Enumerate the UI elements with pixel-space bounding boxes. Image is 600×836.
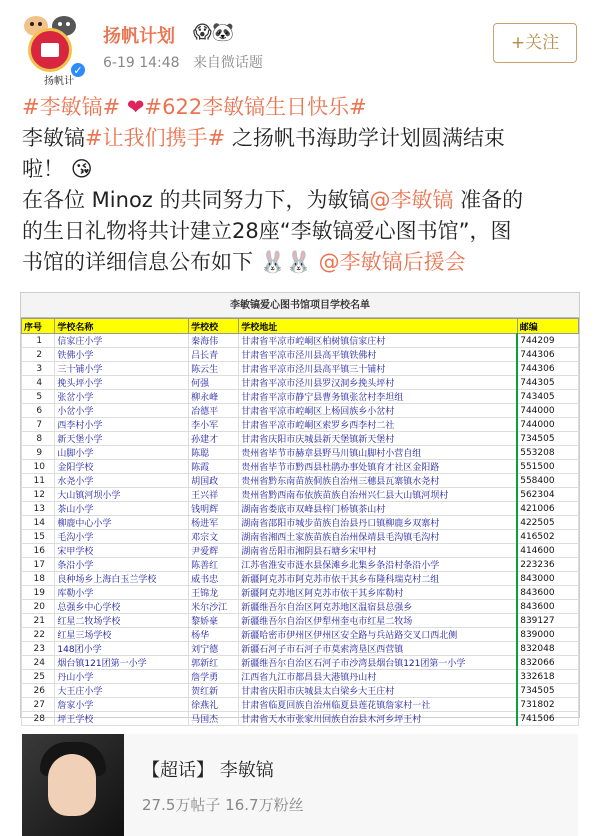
table-cell: 贺红新 (189, 684, 239, 698)
user-name[interactable]: 扬帆计划 (103, 26, 175, 47)
table-cell: 贵州省毕节市黔西县杜鹃办事处镇育才社区金阳路 (239, 460, 518, 474)
table-cell: 威书忠 (189, 572, 239, 586)
table-cell: 湖南省岳阳市湘阴县石塘乡宋甲村 (239, 544, 518, 558)
table-row (22, 656, 579, 670)
table-cell: 新天堡小学 (55, 432, 189, 446)
table-cell: 杨进军 (189, 516, 239, 530)
table-row (22, 376, 579, 390)
table-cell: 柳鹿中心小学 (55, 516, 189, 530)
table-cell: 7 (22, 418, 55, 432)
table-cell: 吕长青 (189, 348, 239, 362)
table-cell: 17 (22, 558, 55, 572)
table-cell: 832048 (517, 642, 578, 656)
table-cell: 20 (22, 600, 55, 614)
table-cell: 甘肃省天水市张家川回族自治县木河乡坪王村 (239, 712, 518, 726)
table-cell: 5 (22, 390, 55, 404)
table-cell: 茶山小学 (55, 502, 189, 516)
table-cell: 甘肃省庆阳市庆城县太白梁乡大王庄村 (239, 684, 518, 698)
emoji-icons: 😱🐼 (193, 22, 235, 43)
table-row (22, 348, 579, 362)
verified-icon: ✓ (70, 62, 86, 78)
table-cell: 湖南省湘西土家族苗族自治州保靖县毛沟镇毛沟村 (239, 530, 518, 544)
table-cell: 839127 (517, 614, 578, 628)
table-cell: 陈善红 (189, 558, 239, 572)
table-cell: 734505 (517, 432, 578, 446)
table-row (22, 474, 579, 488)
table-cell: 731802 (517, 698, 578, 712)
table-cell: 小岔小学 (55, 404, 189, 418)
table-cell: 王兴祥 (189, 488, 239, 502)
table-row (22, 600, 579, 614)
table-cell: 23 (22, 642, 55, 656)
table-row (22, 642, 579, 656)
post-text: 之扬帆书海助学计划圆满结束 (225, 126, 505, 150)
table-cell: 大王庄小学 (55, 684, 189, 698)
table-cell: 3 (22, 362, 55, 376)
table-row (22, 670, 579, 684)
table-cell: 江西省九江市都昌县大港镇丹山村 (239, 670, 518, 684)
table-cell: 徐燕礼 (189, 698, 239, 712)
table-cell: 553208 (517, 446, 578, 460)
table-cell: 11 (22, 474, 55, 488)
table-cell: 28 (22, 712, 55, 726)
table-cell: 山脚小学 (55, 446, 189, 460)
col-header: 邮编 (517, 319, 578, 334)
table-cell: 米尔沙江 (189, 600, 239, 614)
table-row (22, 460, 579, 474)
table-cell: 库勒小学 (55, 586, 189, 600)
table-cell: 贵州省黔东南苗族侗族自治州三穗县瓦寨镇水尧村 (239, 474, 518, 488)
table-cell: 13 (22, 502, 55, 516)
post-text: 李敏镐 (22, 126, 85, 150)
table-cell: 信家庄小学 (55, 334, 189, 348)
post-header (0, 0, 600, 92)
table-cell: 陈聪 (189, 446, 239, 460)
table-row (22, 446, 579, 460)
table-cell: 大山镇河坝小学 (55, 488, 189, 502)
table-cell: 843600 (517, 586, 578, 600)
table-row (22, 558, 579, 572)
post-text: 在各位 Minoz 的共同努力下，为敏镐 (22, 188, 370, 212)
table-cell: 金阳学校 (55, 460, 189, 474)
table-row (22, 586, 579, 600)
table-cell: 414600 (517, 544, 578, 558)
table-cell: 551500 (517, 460, 578, 474)
table-row (22, 362, 579, 376)
table-cell: 冶德平 (189, 404, 239, 418)
super-topic-title: 【超话】 李敏镐 (142, 760, 274, 781)
table-cell: 三十铺小学 (55, 362, 189, 376)
topic-tag[interactable]: #李敏镐# (22, 95, 121, 119)
table-row (22, 544, 579, 558)
table-cell: 黎娇豪 (189, 614, 239, 628)
post-source[interactable]: 来自微话题 (192, 55, 263, 71)
table-cell: 6 (22, 404, 55, 418)
table-row (22, 516, 579, 530)
table-row (22, 488, 579, 502)
table-cell: 10 (22, 460, 55, 474)
topic-tag[interactable]: #622李敏镐生日快乐# (144, 95, 367, 119)
table-cell: 红星三场学校 (55, 628, 189, 642)
table-cell: 甘肃省平凉市静宁县曹务镇张岔村李坦组 (239, 390, 518, 404)
table-cell: 马国杰 (189, 712, 239, 726)
table-cell: 甘肃省平凉市崆峒区上杨回族乡小岔村 (239, 404, 518, 418)
table-cell: 宋甲学校 (55, 544, 189, 558)
table-cell: 贵州省黔西南布依族苗族自治州兴仁县大山镇河坝村 (239, 488, 518, 502)
table-row (22, 334, 579, 348)
table-cell: 毛沟小学 (55, 530, 189, 544)
table-cell: 27 (22, 698, 55, 712)
table-row (22, 572, 579, 586)
post-body (0, 92, 600, 278)
star-photo (22, 734, 124, 836)
table-cell: 良种场乡上海白玉兰学校 (55, 572, 189, 586)
table-row (22, 432, 579, 446)
post-text: 啦！ (22, 157, 64, 181)
bunny-emoji-icon: 🐰🐰 (259, 250, 312, 274)
logo-ring-icon (28, 28, 72, 72)
table-cell: 新疆阿克苏地区阿克苏市依干其乡库勒村 (239, 586, 518, 600)
table-cell: 744306 (517, 348, 578, 362)
table-cell: 铁佛小学 (55, 348, 189, 362)
table-cell: 甘肃省庆阳市庆城县新天堡镇新天堡村 (239, 432, 518, 446)
face-shape (48, 754, 96, 816)
table-cell: 422505 (517, 516, 578, 530)
table-row (22, 530, 579, 544)
table-cell: 558400 (517, 474, 578, 488)
table-cell: 湖南省邵阳市城步苗族自治县丹口镇柳鹿乡双寨村 (239, 516, 518, 530)
table-cell: 詹家小学 (55, 698, 189, 712)
table-row (22, 502, 579, 516)
table-row (22, 404, 579, 418)
table-cell: 744306 (517, 362, 578, 376)
table-cell: 陈云生 (189, 362, 239, 376)
table-cell: 杨华 (189, 628, 239, 642)
table-row (22, 684, 579, 698)
table-cell: 新疆维吾尔自治区石河子市沙湾县烟台镇121团第一小学 (239, 656, 518, 670)
table-cell: 15 (22, 530, 55, 544)
table-row (22, 698, 579, 712)
table-title: 李敏镐爱心图书馆项目学校名单 (21, 293, 579, 318)
table-cell: 416502 (517, 530, 578, 544)
table-cell: 8 (22, 432, 55, 446)
avatar-caption: 扬帆计 (44, 76, 74, 87)
table-cell: 421006 (517, 502, 578, 516)
col-header: 学校校 (189, 319, 239, 334)
table-cell: 甘肃省平凉市崆峒区索罗乡西李村二社 (239, 418, 518, 432)
table-cell: 19 (22, 586, 55, 600)
post-time: 6-19 14:48 (103, 55, 180, 71)
table-cell: 18 (22, 572, 55, 586)
table-cell: 562304 (517, 488, 578, 502)
table-cell: 9 (22, 446, 55, 460)
table-cell: 柳永峰 (189, 390, 239, 404)
table-cell: 甘肃省平凉市崆峒区柏树镇信家庄村 (239, 334, 518, 348)
table-cell: 李小军 (189, 418, 239, 432)
follow-button[interactable]: +关注 (493, 23, 577, 63)
topic-tag[interactable]: #让我们携手# (85, 126, 226, 150)
table-cell: 12 (22, 488, 55, 502)
table-cell: 邓宗文 (189, 530, 239, 544)
table-cell: 红星二牧场学校 (55, 614, 189, 628)
table-cell: 丹山小学 (55, 670, 189, 684)
table-cell: 刘宁德 (189, 642, 239, 656)
table-cell: 条沿小学 (55, 558, 189, 572)
table-cell: 839000 (517, 628, 578, 642)
table-cell: 743405 (517, 390, 578, 404)
table-cell: 332618 (517, 670, 578, 684)
table-cell: 25 (22, 670, 55, 684)
table-cell: 新疆石河子市石河子市莫索湾垦区西营镇 (239, 642, 518, 656)
table-cell: 843000 (517, 572, 578, 586)
school-table (21, 318, 579, 726)
col-header: 序号 (22, 319, 55, 334)
table-row (22, 614, 579, 628)
table-cell: 1 (22, 334, 55, 348)
table-cell: 钱明辉 (189, 502, 239, 516)
table-cell: 郭新红 (189, 656, 239, 670)
table-cell: 24 (22, 656, 55, 670)
table-cell: 新疆哈密市伊州区伊州区安全路与兵站路交叉口西北侧 (239, 628, 518, 642)
col-header: 学校地址 (239, 319, 518, 334)
table-cell: 尹爱辉 (189, 544, 239, 558)
table-cell: 孙建才 (189, 432, 239, 446)
mention-link[interactable]: @李敏镐后援会 (318, 250, 466, 274)
table-cell: 744305 (517, 376, 578, 390)
table-cell: 詹学勇 (189, 670, 239, 684)
table-cell: 新疆阿克苏市阿克苏市依干其乡布隆科瑞克村二组 (239, 572, 518, 586)
table-cell: 744000 (517, 404, 578, 418)
table-cell: 734505 (517, 684, 578, 698)
table-cell: 14 (22, 516, 55, 530)
table-cell: 16 (22, 544, 55, 558)
table-row (22, 390, 579, 404)
table-cell: 21 (22, 614, 55, 628)
table-cell: 秦海伟 (189, 334, 239, 348)
table-cell: 甘肃省平凉市泾川县罗汉洞乡挽头坪村 (239, 376, 518, 390)
table-cell: 148团小学 (55, 642, 189, 656)
table-row (22, 712, 579, 726)
table-cell: 832066 (517, 656, 578, 670)
table-cell: 西李村小学 (55, 418, 189, 432)
table-cell: 4 (22, 376, 55, 390)
table-cell: 贵州省毕节市赫章县野马川镇山脚村小营自组 (239, 446, 518, 460)
table-cell: 甘肃省临夏回族自治州临夏县莲花镇詹家村一社 (239, 698, 518, 712)
kiss-emoji-icon: 😘 (70, 157, 93, 181)
post-image-table[interactable] (20, 292, 580, 725)
table-cell: 744209 (517, 334, 578, 348)
table-cell: 22 (22, 628, 55, 642)
post-meta (103, 52, 263, 72)
table-cell: 张岔小学 (55, 390, 189, 404)
table-cell: 甘肃省平凉市泾川县高平镇铁佛村 (239, 348, 518, 362)
table-cell: 江苏省淮安市涟水县保滩乡北集乡条沿村条沿小学 (239, 558, 518, 572)
col-header: 学校名称 (55, 319, 189, 334)
mention-link[interactable]: @李敏镐 (369, 188, 454, 212)
table-cell: 甘肃省平凉市泾川县高平镇三十铺村 (239, 362, 518, 376)
table-cell: 烟台镇121团第一小学 (55, 656, 189, 670)
post-text: 的生日礼物将共计建立28座“李敏镐爱心图书馆”，图 (22, 219, 512, 243)
table-cell: 湖南省娄底市双峰县梓门桥镇茶山村 (239, 502, 518, 516)
heart-icon: ❤ (126, 95, 145, 119)
table-cell: 843600 (517, 600, 578, 614)
table-cell: 223236 (517, 558, 578, 572)
table-cell: 新疆维吾尔自治区阿克苏地区温宿县总强乡 (239, 600, 518, 614)
table-cell: 水尧小学 (55, 474, 189, 488)
table-cell: 胡国政 (189, 474, 239, 488)
table-row (22, 418, 579, 432)
table-cell: 26 (22, 684, 55, 698)
table-cell: 坪王学校 (55, 712, 189, 726)
table-header-row (22, 319, 579, 334)
table-cell: 总强乡中心学校 (55, 600, 189, 614)
super-topic-card[interactable] (22, 734, 578, 836)
table-cell: 新疆维吾尔自治区伊犁州奎屯市红星二牧场 (239, 614, 518, 628)
table-cell: 挽头坪小学 (55, 376, 189, 390)
table-row (22, 628, 579, 642)
table-cell: 何强 (189, 376, 239, 390)
super-topic-stats: 27.5万帖子 16.7万粉丝 (142, 796, 304, 814)
post-text: 准备的 (453, 188, 524, 212)
table-cell: 744000 (517, 418, 578, 432)
table-cell: 陈霞 (189, 460, 239, 474)
post-text: 书馆的详细信息公布如下 (22, 250, 253, 274)
table-cell: 741506 (517, 712, 578, 726)
table-cell: 2 (22, 348, 55, 362)
table-cell: 王锦龙 (189, 586, 239, 600)
